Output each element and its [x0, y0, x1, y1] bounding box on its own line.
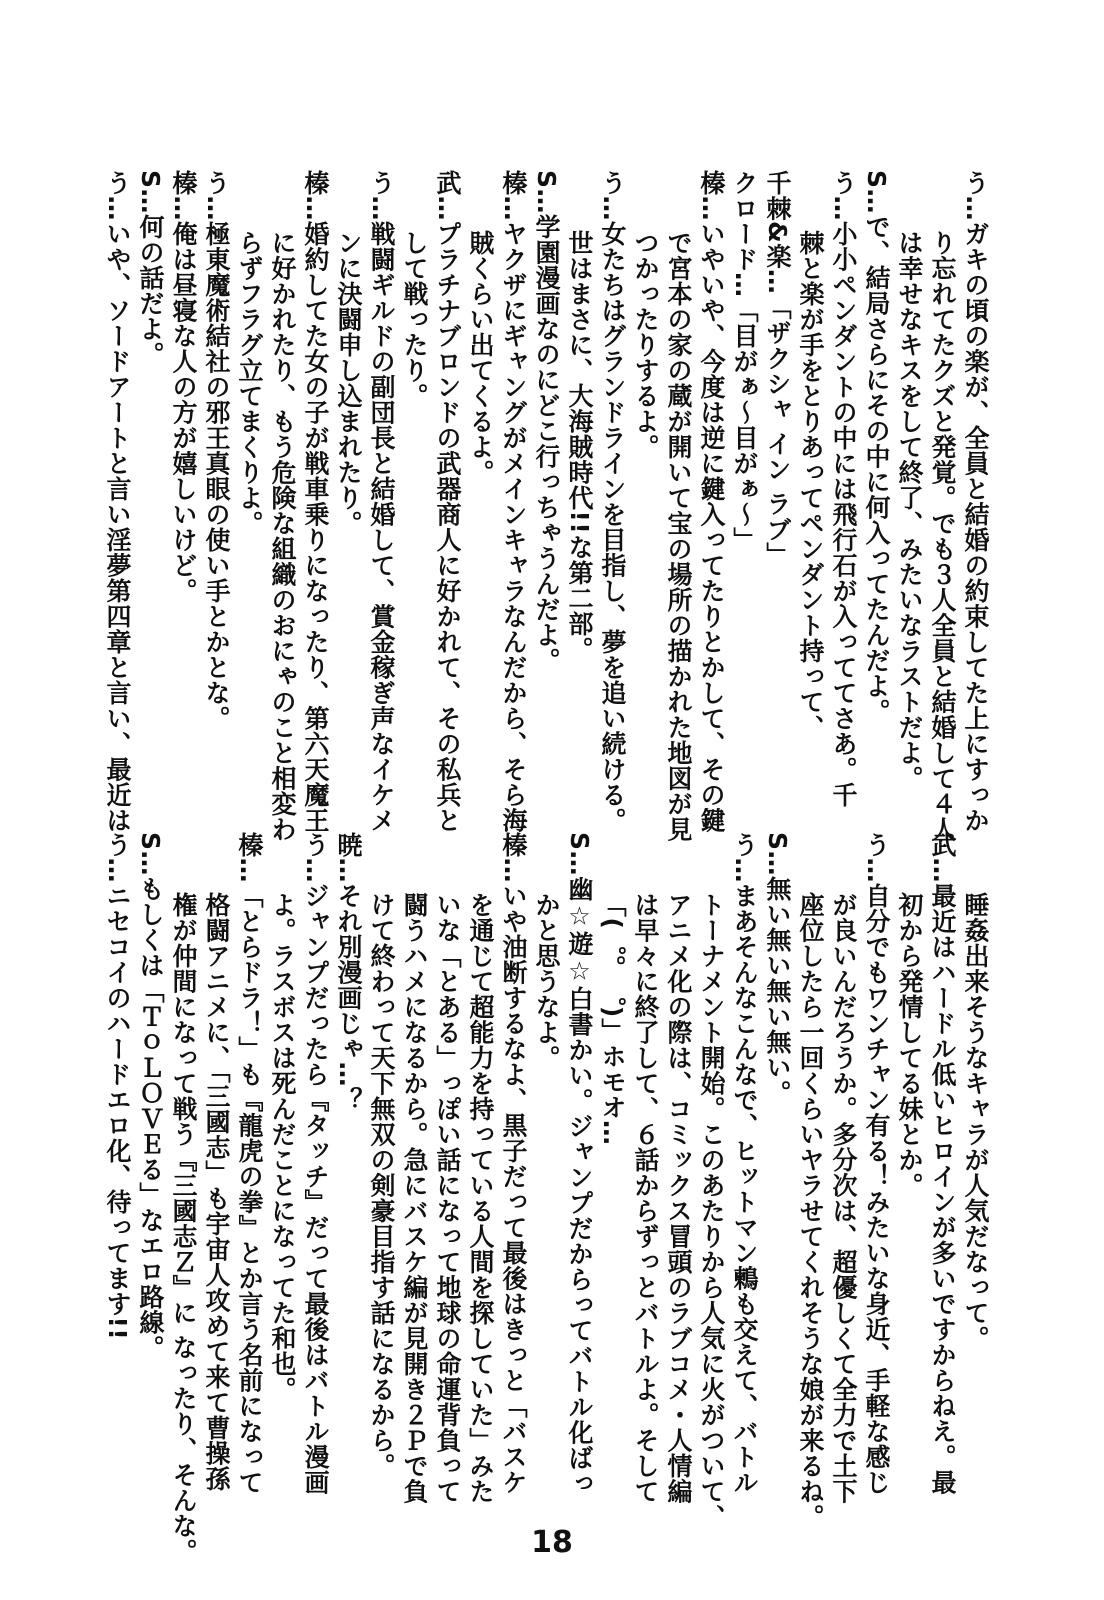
dialogue-line: う…戦闘ギルドの副団長と結婚して、賞金稼ぎ声なイケメ	[367, 170, 396, 833]
dialogue-line: いな「とある」っぽい話になって地球の命運背負って	[433, 892, 462, 1504]
dialogue-line: う…ガキの頃の楽が、全員と結婚の約束してた上にすっか	[961, 170, 990, 833]
dialogue-line: S…無い無い無い無い。	[763, 832, 792, 1106]
dialogue-line: 初から発情してる妹とか。	[895, 892, 924, 1198]
dialogue-line: S…幽☆遊☆白書かい。ジャンプだからってバトル化ばっ	[565, 832, 594, 1497]
dialogue-line: う…極東魔術結社の邪王真眼の使い手とかとな。	[202, 170, 231, 731]
dialogue-line: う…いや、ソードアートと言い淫夢第四章と言い、最近は	[103, 170, 132, 833]
dialogue-line: トーナメント開始。このあたりから人気に火がついて、	[697, 892, 726, 1530]
dialogue-line: 世はまさに、大海賊時代!!な第二部。	[565, 230, 594, 662]
dialogue-line: 榛…いや油断するなよ、黒子だって最後はきっと「バスケ	[499, 832, 528, 1495]
dialogue-line: アニメ化の際は、コミックス冒頭のラブコメ・人情編	[664, 892, 693, 1504]
dialogue-line: つかったりするよ。	[631, 230, 660, 460]
dialogue-line: よ。ラスボスは死んだことになってた和也。	[268, 892, 297, 1402]
dialogue-line: 座位したら一回くらいヤラせてくれそうな娘が来るね。	[796, 892, 825, 1530]
dialogue-line: かと思うなよ。	[532, 892, 561, 1071]
dialogue-line: 榛…俺は昼寝な人の方が嬉しいけど。	[169, 170, 198, 604]
dialogue-line: で宮本の家の蔵が開いて宝の場所の描かれた地図が見	[664, 230, 693, 842]
dialogue-line: う…ジャンプだったら『タッチ』だって最後はバトル漫画	[301, 832, 330, 1495]
dialogue-line: は幸せなキスをして終了、みたいなラストだよ。	[895, 230, 924, 791]
dialogue-line: 権が仲間になって戦う『三國志Ｚ』に なったり、そんな。	[169, 892, 198, 1565]
top-text-block	[101, 170, 992, 842]
dialogue-line: S…学園漫画なのにどこ行っちゃうんだよ。	[532, 170, 561, 674]
dialogue-line: う…女たちはグランドラインを目指し、夢を追い続ける。	[598, 170, 627, 833]
dialogue-line: 闘うハメになるから。急にバスケ編が見開き２Ｐで負	[400, 892, 429, 1504]
dialogue-line: して戦ったり。	[400, 230, 429, 409]
bottom-text-block	[101, 832, 992, 1564]
dialogue-line: けて終わって天下無双の剣豪目指す話になるから。	[367, 892, 396, 1479]
dialogue-line: 榛…「とらドラ！」も『龍虎の拳』とか言う名前になって	[235, 832, 264, 1495]
page-number: 18	[531, 1525, 573, 1560]
dialogue-line: に好かれたり、もう危険な組織のおにゃのこと相変わ	[268, 230, 297, 842]
dialogue-line: らずフラグ立てまくりよ。	[235, 230, 264, 536]
dialogue-line: 武…最近はハードル低いヒロインが多いですからねえ。最	[928, 832, 957, 1495]
dialogue-line: 格闘アニメに、「三國志」も宇宙人攻めて来て曹操孫	[202, 892, 231, 1492]
dialogue-line: は早々に終了して、６話からずっとバトルよ。そして	[631, 892, 660, 1504]
dialogue-line: 武…プラチナブロンドの武器商人に好かれて、その私兵と	[433, 170, 462, 833]
dialogue-line: う…自分でもワンチャン有る！みたいな身近、手軽な感じ	[862, 832, 891, 1495]
dialogue-line: 睡姦出来そうなキャラが人気だなって。	[961, 892, 990, 1351]
dialogue-line: う…まあそんなこんなで、ヒットマン鶫も交えて、バトル	[730, 832, 759, 1495]
dialogue-line: り忘れてたクズと発覚。でも３人全員と結婚して４人	[928, 230, 957, 842]
dialogue-line: 棘と楽が手をとりあってペンダント持って、	[796, 230, 825, 740]
dialogue-line: クロード…「目がぁ～目がぁ～」	[730, 170, 759, 553]
dialogue-line: S…何の話だよ。	[136, 170, 165, 368]
dialogue-line: う…ニセコイのハードエロ化、待ってます!!	[103, 832, 132, 1341]
dialogue-line: S…で、結局さらにその中に何入ってたんだよ。	[862, 170, 891, 725]
dialogue-line: が良いんだろうか。多分次は、超優しくて全力で土下	[829, 892, 858, 1504]
dialogue-line: ンに決闘申し込まれたり。	[334, 230, 363, 536]
dialogue-line: 千棘&楽…「ザクシャ イン ラブ」	[763, 170, 792, 568]
dialogue-line: 賊くらい出てくるよ。	[466, 230, 495, 485]
dialogue-line: 暁…それ別漫画じゃ…？	[334, 832, 363, 1113]
dialogue-line: を通じて超能力を持っている人間を探していた」みた	[466, 892, 495, 1504]
dialogue-line: 榛…ヤクザにギャングがメインキャラなんだから、そら海	[499, 170, 528, 833]
dialogue-line: 榛…いやいや、今度は逆に鍵入ってたりとかして、その鍵	[697, 170, 726, 833]
dialogue-line: 「(゜。゜)」ホモオ…	[598, 892, 627, 1146]
dialogue-line: う…小小ペンダントの中には飛行石が入っててさあ。千	[829, 170, 858, 808]
dialogue-line: S…もしくは「ＴｏＬＯＶＥる」なエロ路線。	[136, 832, 165, 1361]
dialogue-line: 榛…婚約してた女の子が戦車乗りになったり、第六天魔王	[301, 170, 330, 833]
